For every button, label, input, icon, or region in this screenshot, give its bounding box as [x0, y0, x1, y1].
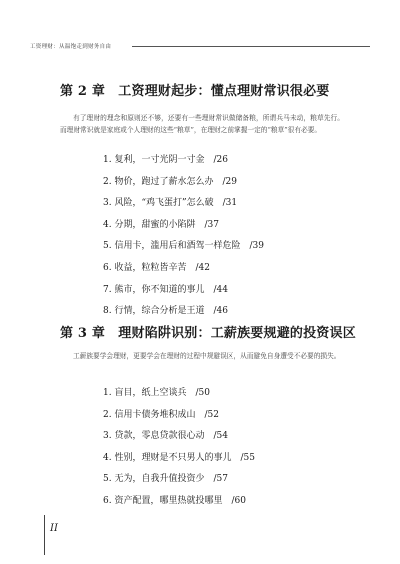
chapter-2-title: 第 2 章 工资理财起步：懂点理财常识很必要 — [60, 84, 330, 99]
toc-item[interactable]: 2. 物价，跑过了薪水怎么办 /29 — [103, 176, 237, 187]
toc-item[interactable]: 4. 性别，理财是不只男人的事儿 /55 — [103, 452, 255, 463]
toc-item[interactable]: 3. 贷款，零息贷款很心动 /54 — [103, 431, 228, 442]
toc-item[interactable]: 1. 盲目，纸上空谈兵 /50 — [103, 388, 210, 398]
chapter-3-intro: 工薪族要学会理财，更要学会在理财的过程中规避误区，从而避免自身遭受不必要的损失。 — [73, 352, 341, 360]
toc-item[interactable]: 8. 行情，综合分析是王道 /46 — [103, 306, 228, 317]
toc-item[interactable]: 6. 资产配置，哪里热就投哪里 /60 — [103, 495, 246, 506]
toc-item[interactable]: 3. 风险，“鸡飞蛋打”怎么破 /31 — [103, 198, 238, 209]
footer-margin-rule — [44, 515, 45, 555]
header-divider — [132, 46, 370, 47]
toc-item[interactable]: 5. 无为，自我升值投资少 /57 — [103, 474, 228, 485]
chapter-2-intro: 有了理财的理念和原则还不够，还要有一些理财常识做储备粮，所谓兵马未动，粮草先行。而理财常识就是家庭或个人理财的这些“粮草”，在理财之前掌握一定的“粮草”很有必要。 — [60, 114, 344, 134]
toc-item[interactable]: 1. 复利，一寸光阴一寸金 /26 — [103, 155, 228, 165]
toc-item[interactable]: 7. 熊市，你不知道的事儿 /44 — [103, 284, 228, 295]
chapter-2-toc — [103, 150, 264, 323]
toc-item[interactable]: 4. 分期，甜蜜的小陷阱 /37 — [103, 219, 219, 230]
page-number: II — [50, 523, 58, 534]
running-header: 工资理财：从温饱走到财务自由 — [30, 44, 112, 50]
chapter-3-toc — [103, 383, 255, 513]
toc-item[interactable]: 6. 收益，粒粒皆辛苦 /42 — [103, 262, 210, 273]
toc-item[interactable]: 5. 信用卡，滥用后和酒驾一样危险 /39 — [103, 241, 264, 252]
chapter-3-title: 第 3 章 理财陷阱识别：工薪族要规避的投资误区 — [60, 326, 356, 341]
toc-item[interactable]: 2. 信用卡债务堆积成山 /52 — [103, 409, 219, 420]
